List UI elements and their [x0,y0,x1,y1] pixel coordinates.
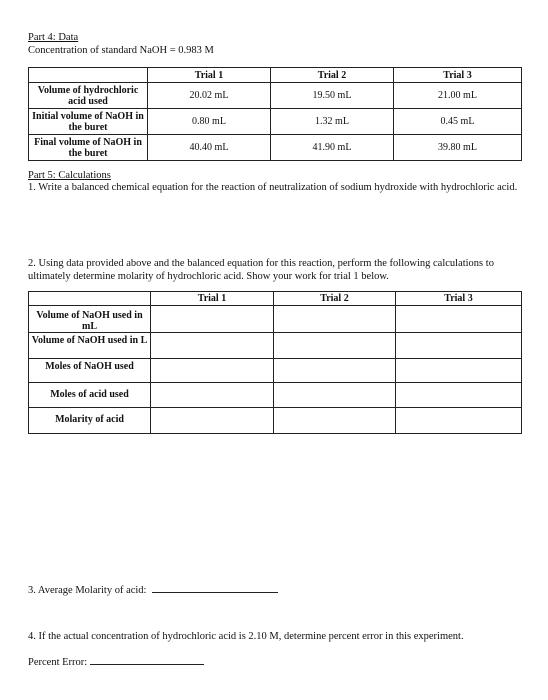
cell-value: 40.40 mL [148,135,271,161]
calc-header-trial-2: Trial 2 [274,292,396,306]
row-label-naoh-ml: Volume of NaOH used in mL [29,306,151,333]
question-3 [28,584,278,597]
answer-cell[interactable] [396,333,522,359]
table-row [29,408,522,434]
calc-header-trial-3: Trial 3 [396,292,522,306]
answer-cell[interactable] [151,359,274,383]
answer-cell[interactable] [274,408,396,434]
answer-cell[interactable] [151,383,274,408]
data-header-blank [29,68,148,83]
row-label-moles-acid: Moles of acid used [29,383,151,408]
answer-cell[interactable] [151,333,274,359]
question-2: 2. Using data provided above and the balanced equation for this reaction, perform the following calculations to ultimately determine molarity of hydrochloric acid. Show your work for trial 1 below. [28,258,494,282]
row-label-hcl-volume: Volume of hydrochloric acid used [29,83,148,109]
table-row [29,83,522,109]
data-table-header-row [29,68,522,83]
cell-value: 0.45 mL [394,109,522,135]
naoh-concentration: Concentration of standard NaOH = 0.983 M [28,45,214,56]
data-header-trial-3: Trial 3 [394,68,522,83]
part4-heading: Part 4: Data [28,32,79,43]
question-4: 4. If the actual concentration of hydrochloric acid is 2.10 M, determine percent error in this experiment. [28,631,464,642]
answer-cell[interactable] [151,306,274,333]
data-header-trial-2: Trial 2 [271,68,394,83]
row-label-initial-naoh: Initial volume of NaOH in the buret [29,109,148,135]
answer-cell[interactable] [274,383,396,408]
cell-value: 19.50 mL [271,83,394,109]
row-label-final-naoh: Final volume of NaOH in the buret [29,135,148,161]
answer-cell[interactable] [274,333,396,359]
cell-value: 21.00 mL [394,83,522,109]
average-molarity-label: 3. Average Molarity of acid: [28,585,147,596]
row-label-molarity: Molarity of acid [29,408,151,434]
calc-table-header-row [29,292,522,306]
question-1: 1. Write a balanced chemical equation for the reaction of neutralization of sodium hydroxide with hydrochloric acid. [28,182,518,193]
table-row [29,135,522,161]
percent-error-blank[interactable] [90,664,204,665]
answer-cell[interactable] [396,359,522,383]
cell-value: 0.80 mL [148,109,271,135]
table-row [29,109,522,135]
cell-value: 20.02 mL [148,83,271,109]
calc-header-trial-1: Trial 1 [151,292,274,306]
answer-cell[interactable] [274,306,396,333]
calc-header-blank [29,292,151,306]
calc-table [28,291,522,434]
table-row [29,359,522,383]
table-row [29,383,522,408]
data-header-trial-1: Trial 1 [148,68,271,83]
average-molarity-blank[interactable] [152,592,278,593]
percent-error-label: Percent Error: [28,657,88,668]
table-row [29,306,522,333]
table-row [29,333,522,359]
row-label-moles-naoh: Moles of NaOH used [29,359,151,383]
answer-cell[interactable] [396,408,522,434]
cell-value: 1.32 mL [271,109,394,135]
percent-error-line [28,656,204,669]
answer-cell[interactable] [274,359,396,383]
cell-value: 41.90 mL [271,135,394,161]
answer-cell[interactable] [396,383,522,408]
part5-heading: Part 5: Calculations [28,170,111,181]
answer-cell[interactable] [151,408,274,434]
cell-value: 39.80 mL [394,135,522,161]
row-label-naoh-l: Volume of NaOH used in L [29,333,151,359]
answer-cell[interactable] [396,306,522,333]
data-table [28,67,522,161]
